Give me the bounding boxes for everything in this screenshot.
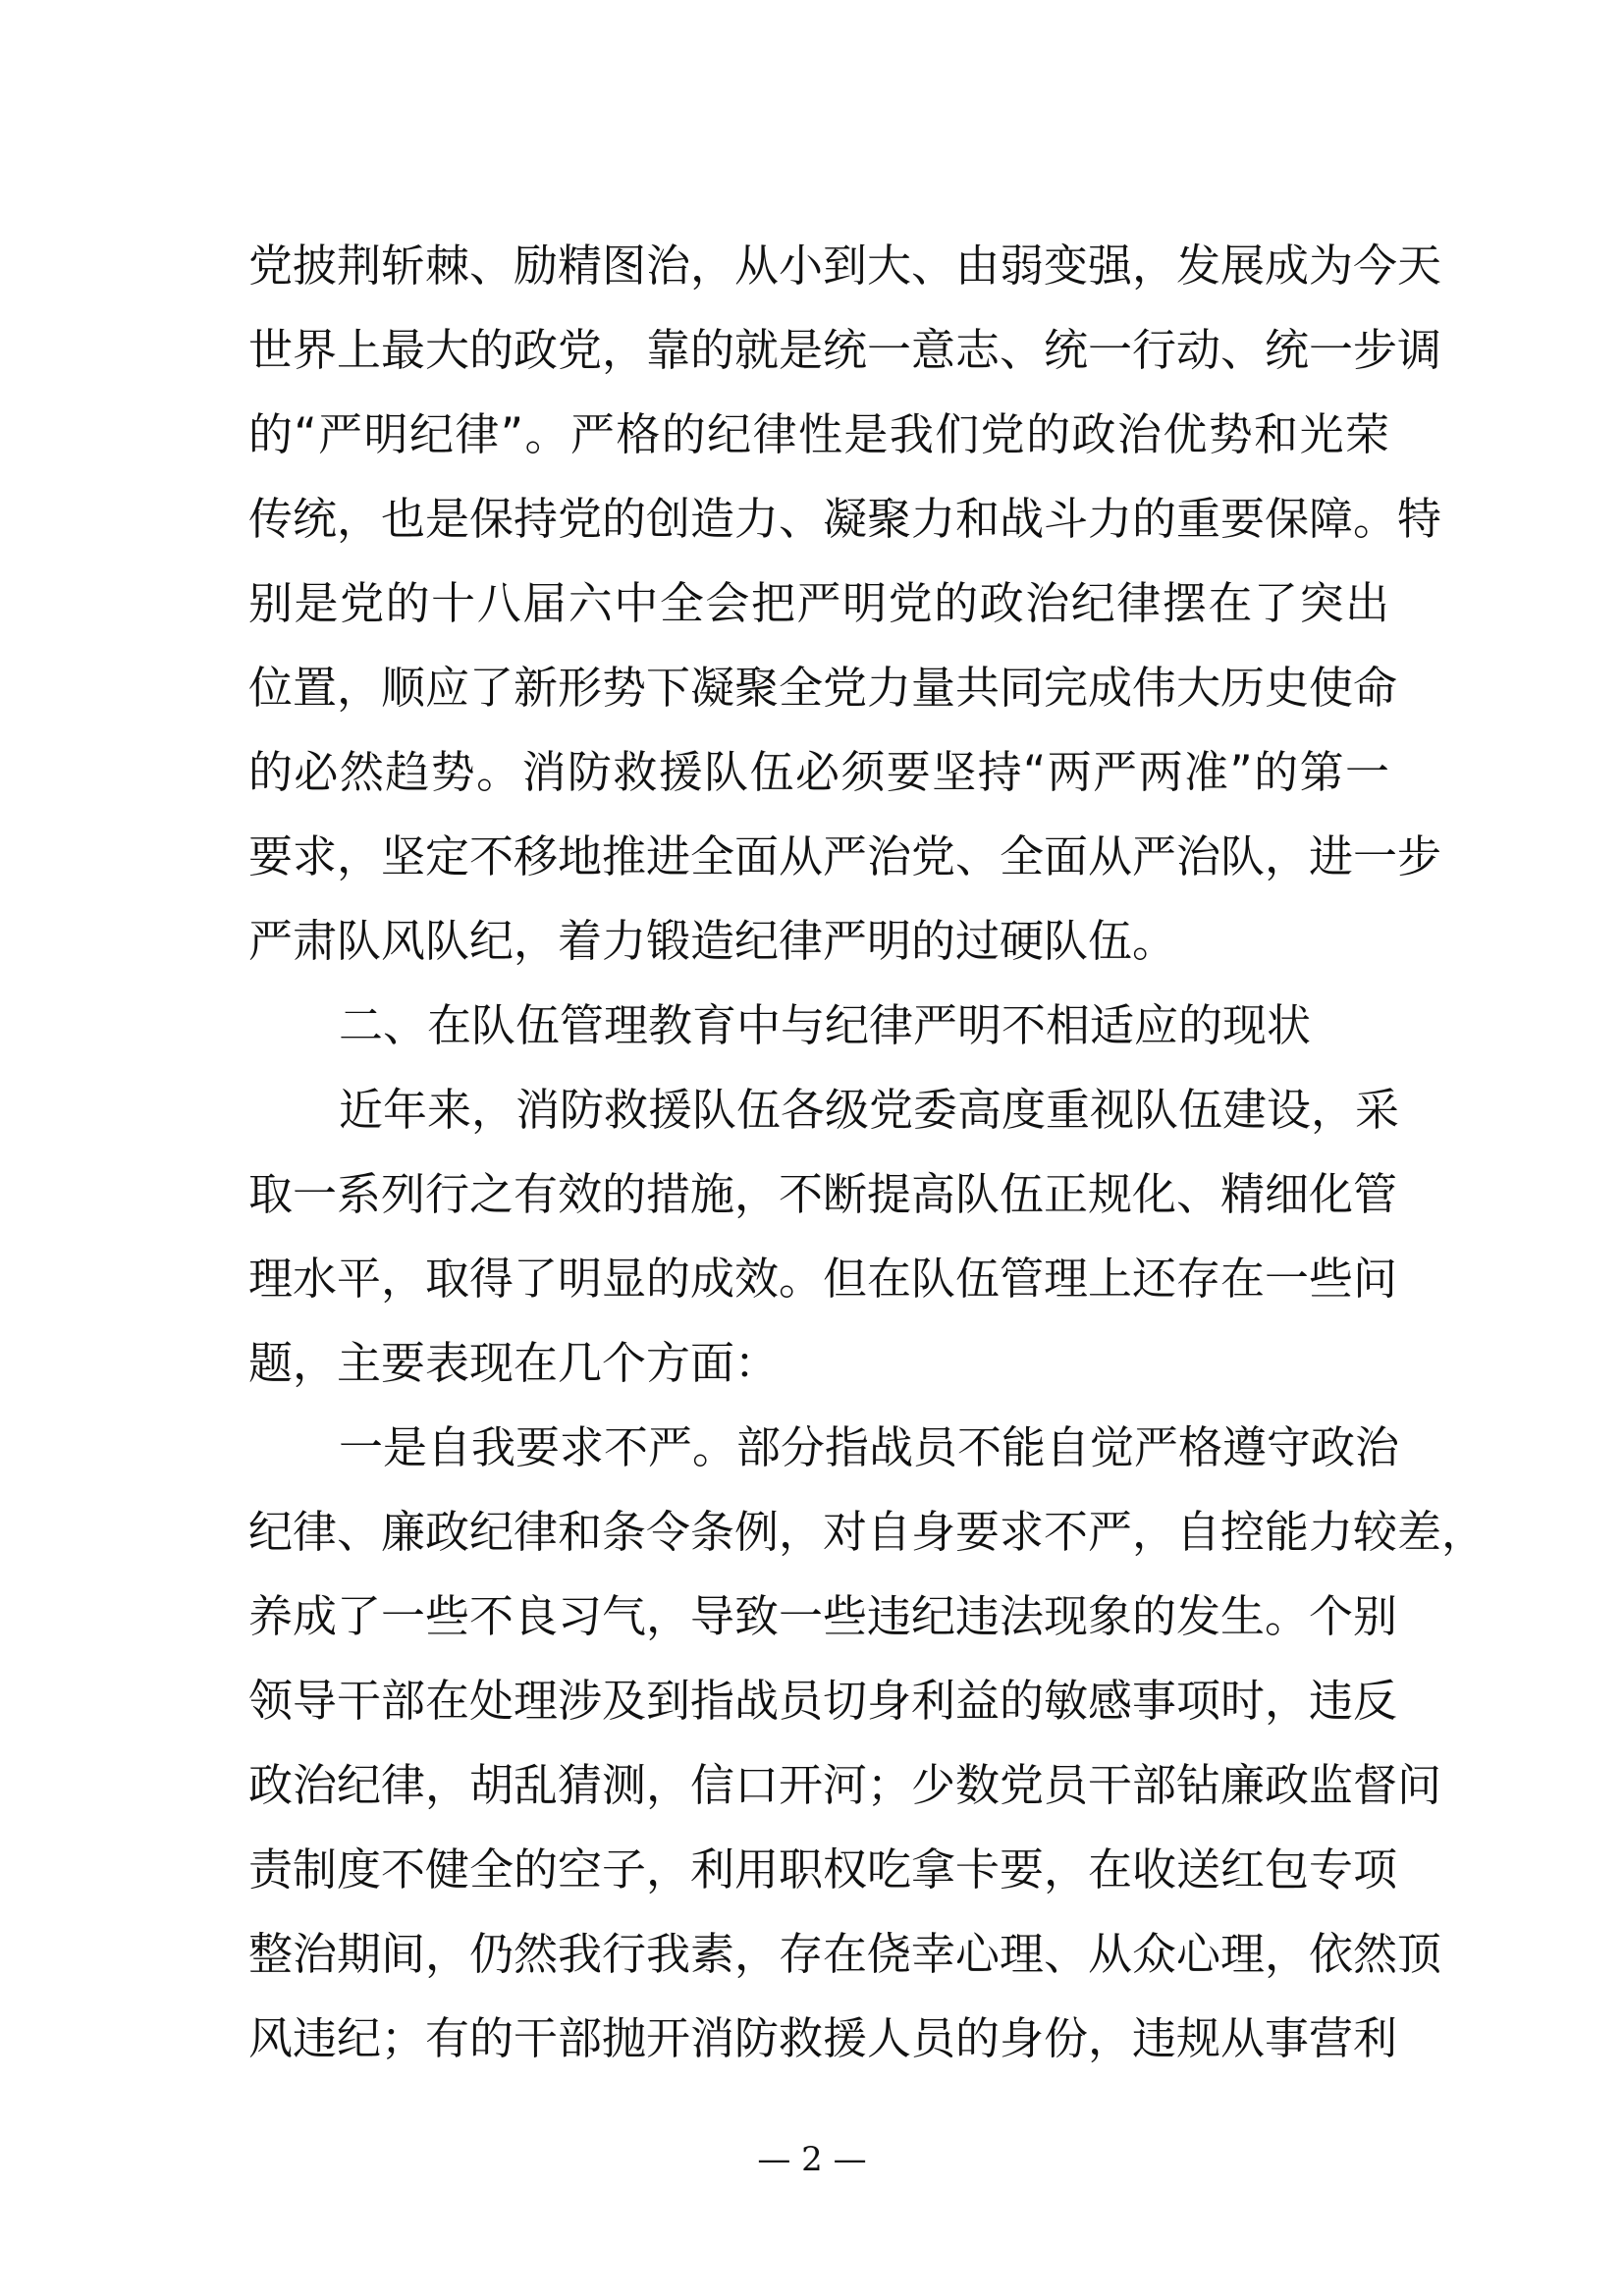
text-line: 一是自我要求不严。部分指战员不能自觉严格遵守政治 — [339, 1421, 1400, 1473]
paragraph — [248, 1406, 1487, 2081]
text-line: 位置，顺应了新形势下凝聚全党力量共同完成伟大历史使命 — [248, 662, 1398, 714]
text-line: 的必然趋势。消防救援队伍必须要坚持“两严两准”的第一 — [248, 746, 1389, 798]
document-body — [248, 224, 1487, 2081]
text-line: 整治期间，仍然我行我素，存在侥幸心理、从众心理，依然顶 — [248, 1928, 1442, 1980]
paragraph — [248, 984, 1389, 1068]
text-line: 近年来，消防救援队伍各级党委高度重视队伍建设，采 — [339, 1084, 1400, 1136]
paragraph — [248, 224, 1442, 984]
text-line: 题，主要表现在几个方面： — [248, 1337, 780, 1389]
text-line: 养成了一些不良习气，导致一些违纪违法现象的发生。个别 — [248, 1590, 1398, 1642]
text-line: 别是党的十八届六中全会把严明党的政治纪律摆在了突出 — [248, 577, 1389, 629]
text-line: 二、在队伍管理教育中与纪律严明不相适应的现状 — [339, 999, 1312, 1051]
text-line: 风违纪；有的干部抛开消防救援人员的身份，违规从事营利 — [248, 2012, 1398, 2064]
text-line: 取一系列行之有效的措施，不断提高队伍正规化、精细化管 — [248, 1168, 1398, 1220]
text-line: 要求，坚定不移地推进全面从严治党、全面从严治队，进一步 — [248, 830, 1442, 882]
text-line: 的“严明纪律”。严格的纪律性是我们党的政治优势和光荣 — [248, 408, 1389, 460]
text-line: 政治纪律，胡乱猜测，信口开河；少数党员干部钻廉政监督问 — [248, 1759, 1442, 1811]
text-line: 领导干部在处理涉及到指战员切身利益的敏感事项时，违反 — [248, 1675, 1398, 1727]
text-line: 纪律、廉政纪律和条令条例，对自身要求不严，自控能力较差， — [248, 1506, 1487, 1558]
text-line: 严肃队风队纪，着力锻造纪律严明的过硬队伍。 — [248, 915, 1177, 967]
text-line: 责制度不健全的空子，利用职权吃拿卡要，在收送红包专项 — [248, 1843, 1398, 1896]
text-line: 世界上最大的政党，靠的就是统一意志、统一行动、统一步调 — [248, 324, 1442, 376]
text-line: 传统，也是保持党的创造力、凝聚力和战斗力的重要保障。特 — [248, 493, 1442, 545]
page-number: — 2 — — [757, 2140, 867, 2179]
paragraph — [248, 1068, 1400, 1406]
text-line: 党披荆斩棘、励精图治，从小到大、由弱变强，发展成为今天 — [248, 240, 1442, 292]
text-line: 理水平，取得了明显的成效。但在队伍管理上还存在一些问 — [248, 1253, 1398, 1305]
